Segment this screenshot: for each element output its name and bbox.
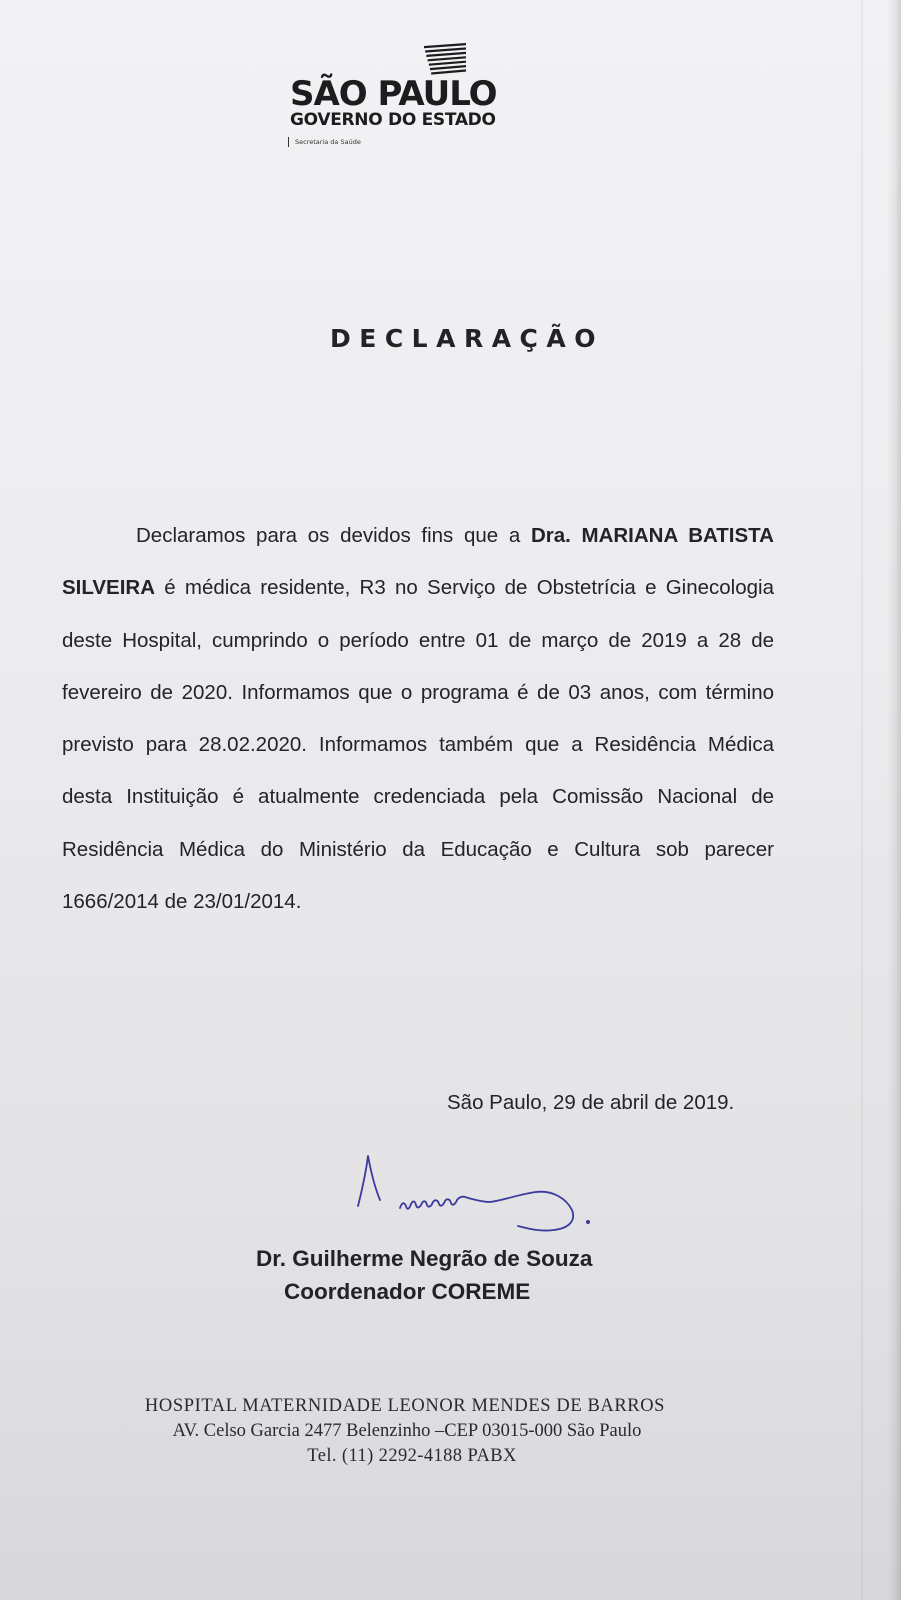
- footer-phone: Tel. (11) 2292-4188 PABX: [307, 1446, 517, 1466]
- flag-stripe: [425, 47, 466, 52]
- flag-stripe: [428, 56, 466, 61]
- government-logo: [290, 42, 550, 162]
- footer-hospital-name: HOSPITAL MATERNIDADE LEONOR MENDES DE BARROS: [144, 1396, 666, 1416]
- flag-stripe: [429, 61, 466, 66]
- footer-address: AV. Celso Garcia 2477 Belenzinho –CEP 03015-000 São Paulo: [172, 1421, 642, 1441]
- hospital-footer: [60, 1394, 724, 1469]
- paragraph-body: é médica residente, R3 no Serviço de Obstetrícia e Ginecologia deste Hospital, cumprindo o período entre 01 de março de 2019 a 28 de fevereiro de 2020. Informamos que o programa é de 03 anos, com término previsto para 28.02.2020. Informamos também que a Residência Médica desta Instituição é atualmente credenciada pela Comissão Nacional de Residência Médica do Ministério da Educação e Cultura sob parecer 1666/2014 de 23/01/2014.: [62, 576, 774, 914]
- handwritten-signature: [340, 1148, 610, 1248]
- flag-stripe: [426, 52, 466, 57]
- logo-subtitle: GOVERNO DO ESTADO: [290, 110, 496, 130]
- logo-department: Secretaria da Saúde: [288, 137, 361, 147]
- signer-role: Coordenador COREME: [284, 1279, 531, 1304]
- resident-name: Dra. MARIANA BATISTA SILVEIRA: [62, 524, 774, 600]
- logo-title: SÃO PAULO: [290, 74, 497, 114]
- paragraph-lead: Declaramos para os devidos fins que a: [136, 524, 531, 547]
- signer-name: Dr. Guilherme Negrão de Souza: [256, 1246, 593, 1271]
- flag-stripe: [430, 65, 466, 70]
- declaration-paragraph: [62, 510, 774, 928]
- flag-stripe: [424, 43, 466, 48]
- paper-fold: [861, 0, 863, 1600]
- place-date: São Paulo, 29 de abril de 2019.: [447, 1091, 735, 1114]
- document-title: DECLARAÇÃO: [330, 324, 605, 353]
- paper-edge-shadow: [887, 0, 901, 1600]
